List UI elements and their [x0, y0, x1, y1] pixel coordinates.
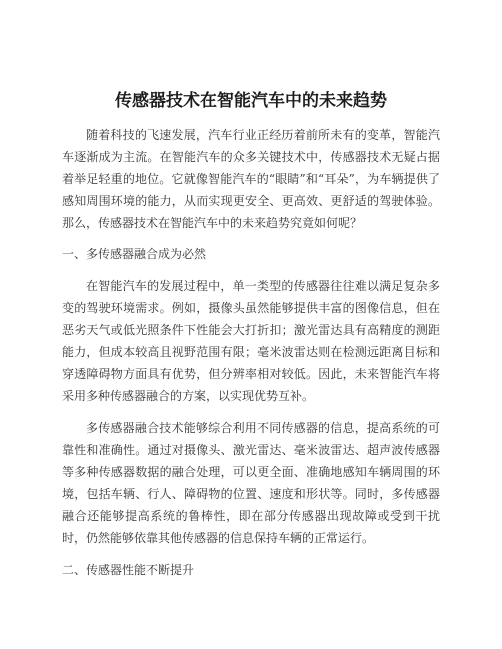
- document-body: [62, 124, 440, 591]
- page-title: 传感器技术在智能汽车中的未来趋势: [115, 91, 387, 111]
- section-1-paragraph-2: 多传感器融合技术能够综合利用不同传感器的信息，提高系统的可靠性和准确性。通过对摄像头、激光雷达、毫米波雷达、超声波传感器等多种传感器数据的融合处理，可以更全面、准确地感知车辆周围的环境，包括车辆、行人、障碍物的位置、速度和形状等。同时，多传感器融合还能够提高系统的鲁棒性，即在部分传感器出现故障或受到干扰时，仍然能够依靠其他传感器的信息保持车辆的正常运行。: [62, 421, 440, 545]
- section-heading-2: 二、传感器性能不断提升: [62, 563, 195, 577]
- intro-paragraph: 随着科技的飞速发展，汽车行业正经历着前所未有的变革，智能汽车逐渐成为主流。在智能汽车的众多关键技术中，传感器技术无疑占据着举足轻重的地位。它就像智能汽车的“眼睛”和“耳朵”，为车辆提供了感知周围环境的能力，从而实现更安全、更高效、更舒适的驾驶体验。那么，传感器技术在智能汽车中的未来趋势究竟如何呢？: [62, 128, 440, 230]
- section-1-paragraph-1: 在智能汽车的发展过程中，单一类型的传感器往往难以满足复杂多变的驾驶环境需求。例如，摄像头虽然能够提供丰富的图像信息，但在恶劣天气或低光照条件下性能会大打折扣；激光雷达具有高精度的测距能力，但成本较高且视野范围有限；毫米波雷达则在检测远距离目标和穿透障碍物方面具有优势，但分辨率相对较低。因此，未来智能汽车将采用多种传感器融合的方案，以实现优势互补。: [62, 279, 440, 403]
- section-heading-1: 一、多传感器融合成为必然: [62, 247, 207, 261]
